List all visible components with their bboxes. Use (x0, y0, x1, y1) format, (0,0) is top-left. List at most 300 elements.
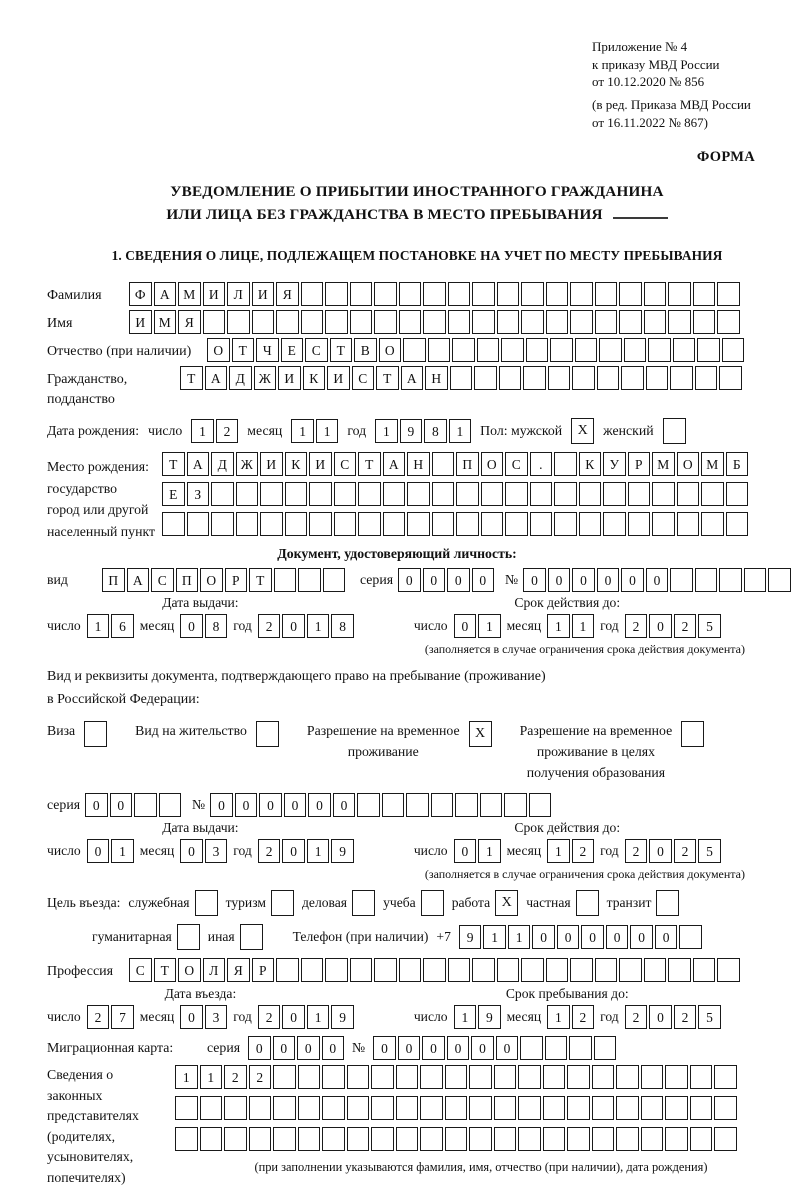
char-cell[interactable] (273, 1127, 296, 1151)
char-cell[interactable] (134, 793, 157, 817)
char-cell[interactable]: 0 (649, 1005, 672, 1029)
char-cell[interactable] (474, 366, 497, 390)
char-cell[interactable] (431, 793, 454, 817)
char-cell[interactable]: С (305, 338, 328, 362)
char-cell[interactable] (668, 958, 691, 982)
char-cell[interactable] (494, 1065, 517, 1089)
char-cell[interactable] (644, 282, 667, 306)
char-cell[interactable]: М (652, 452, 675, 476)
char-cell[interactable]: 8 (205, 614, 228, 638)
char-cell[interactable]: Я (276, 282, 299, 306)
char-cell[interactable]: И (252, 282, 275, 306)
char-cell[interactable]: Д (211, 452, 234, 476)
char-cell[interactable]: 8 (331, 614, 354, 638)
char-cell[interactable] (592, 1127, 615, 1151)
purpose-humanitarian-checkbox[interactable] (177, 924, 200, 950)
char-cell[interactable] (570, 958, 593, 982)
char-cell[interactable]: М (154, 310, 177, 334)
char-cell[interactable] (641, 1127, 664, 1151)
char-cell[interactable] (211, 482, 234, 506)
char-cell[interactable] (595, 282, 618, 306)
char-cell[interactable] (309, 512, 332, 536)
char-cell[interactable]: 2 (216, 419, 239, 443)
char-cell[interactable]: Р (628, 452, 651, 476)
char-cell[interactable]: К (579, 452, 602, 476)
char-cell[interactable] (543, 1127, 566, 1151)
char-cell[interactable] (309, 482, 332, 506)
purpose-official-checkbox[interactable] (195, 890, 218, 916)
char-cell[interactable] (518, 1127, 541, 1151)
char-cell[interactable] (175, 1096, 198, 1120)
char-cell[interactable]: 1 (449, 419, 472, 443)
char-cell[interactable] (399, 310, 422, 334)
char-cell[interactable] (187, 512, 210, 536)
char-cell[interactable]: 0 (259, 793, 282, 817)
char-cell[interactable]: 1 (307, 839, 330, 863)
char-cell[interactable]: 0 (322, 1036, 345, 1060)
char-cell[interactable] (714, 1096, 737, 1120)
char-cell[interactable]: 2 (249, 1065, 272, 1089)
char-cell[interactable]: 0 (273, 1036, 296, 1060)
char-cell[interactable] (546, 958, 569, 982)
char-cell[interactable] (546, 310, 569, 334)
char-cell[interactable]: Т (232, 338, 255, 362)
char-cell[interactable] (569, 1036, 592, 1060)
char-cell[interactable] (448, 310, 471, 334)
char-cell[interactable] (616, 1096, 639, 1120)
char-cell[interactable]: О (178, 958, 201, 982)
char-cell[interactable] (567, 1065, 590, 1089)
char-cell[interactable] (203, 310, 226, 334)
char-cell[interactable]: 1 (191, 419, 214, 443)
char-cell[interactable]: О (481, 452, 504, 476)
char-cell[interactable] (399, 282, 422, 306)
purpose-other-checkbox[interactable] (240, 924, 263, 950)
char-cell[interactable] (701, 482, 724, 506)
char-cell[interactable] (298, 1065, 321, 1089)
char-cell[interactable]: Т (376, 366, 399, 390)
char-cell[interactable]: 0 (454, 614, 477, 638)
char-cell[interactable]: 1 (111, 839, 134, 863)
female-checkbox[interactable] (663, 418, 686, 444)
char-cell[interactable] (505, 512, 528, 536)
char-cell[interactable] (224, 1096, 247, 1120)
char-cell[interactable]: 0 (496, 1036, 519, 1060)
char-cell[interactable]: 0 (621, 568, 644, 592)
char-cell[interactable]: 2 (224, 1065, 247, 1089)
char-cell[interactable] (494, 1127, 517, 1151)
checkbox-cell[interactable] (84, 721, 107, 747)
char-cell[interactable] (445, 1127, 468, 1151)
char-cell[interactable]: 0 (655, 925, 678, 949)
char-cell[interactable] (423, 958, 446, 982)
purpose-tourism-checkbox[interactable] (271, 890, 294, 916)
char-cell[interactable]: 0 (248, 1036, 271, 1060)
char-cell[interactable]: К (285, 452, 308, 476)
char-cell[interactable] (420, 1127, 443, 1151)
char-cell[interactable] (322, 1127, 345, 1151)
char-cell[interactable]: 0 (649, 614, 672, 638)
char-cell[interactable]: Н (407, 452, 430, 476)
char-cell[interactable] (619, 282, 642, 306)
char-cell[interactable] (211, 512, 234, 536)
checkbox-cell[interactable] (681, 721, 704, 747)
char-cell[interactable]: 2 (258, 1005, 281, 1029)
char-cell[interactable]: 9 (331, 839, 354, 863)
char-cell[interactable] (383, 512, 406, 536)
char-cell[interactable] (323, 568, 346, 592)
char-cell[interactable]: 0 (373, 1036, 396, 1060)
char-cell[interactable] (448, 282, 471, 306)
char-cell[interactable] (603, 512, 626, 536)
char-cell[interactable] (371, 1096, 394, 1120)
char-cell[interactable] (399, 958, 422, 982)
char-cell[interactable]: 0 (87, 839, 110, 863)
char-cell[interactable] (621, 366, 644, 390)
char-cell[interactable] (334, 512, 357, 536)
char-cell[interactable]: 0 (454, 839, 477, 863)
char-cell[interactable]: Я (178, 310, 201, 334)
char-cell[interactable] (665, 1065, 688, 1089)
char-cell[interactable] (456, 512, 479, 536)
char-cell[interactable]: 2 (572, 839, 595, 863)
char-cell[interactable]: 2 (625, 614, 648, 638)
char-cell[interactable]: 0 (284, 793, 307, 817)
char-cell[interactable]: И (203, 282, 226, 306)
char-cell[interactable]: 0 (423, 568, 446, 592)
char-cell[interactable]: А (154, 282, 177, 306)
char-cell[interactable]: 0 (630, 925, 653, 949)
temp-residence-checkbox[interactable] (469, 720, 492, 747)
char-cell[interactable] (497, 310, 520, 334)
char-cell[interactable]: 3 (205, 839, 228, 863)
char-cell[interactable] (407, 512, 430, 536)
checkbox-cell[interactable] (256, 721, 279, 747)
char-cell[interactable] (521, 958, 544, 982)
char-cell[interactable] (301, 958, 324, 982)
char-cell[interactable] (641, 1065, 664, 1089)
char-cell[interactable]: П (176, 568, 199, 592)
char-cell[interactable] (274, 568, 297, 592)
char-cell[interactable] (477, 338, 500, 362)
char-cell[interactable]: 1 (478, 614, 501, 638)
char-cell[interactable] (579, 482, 602, 506)
char-cell[interactable] (521, 282, 544, 306)
char-cell[interactable]: 0 (471, 1036, 494, 1060)
char-cell[interactable] (301, 282, 324, 306)
char-cell[interactable]: 0 (532, 925, 555, 949)
char-cell[interactable]: Т (330, 338, 353, 362)
char-cell[interactable]: 0 (649, 839, 672, 863)
char-cell[interactable] (719, 568, 742, 592)
char-cell[interactable] (334, 482, 357, 506)
char-cell[interactable]: 0 (308, 793, 331, 817)
char-cell[interactable]: Р (225, 568, 248, 592)
char-cell[interactable] (347, 1096, 370, 1120)
char-cell[interactable] (396, 1065, 419, 1089)
char-cell[interactable] (701, 512, 724, 536)
char-cell[interactable]: 0 (282, 614, 305, 638)
char-cell[interactable]: И (129, 310, 152, 334)
char-cell[interactable] (690, 1096, 713, 1120)
char-cell[interactable]: 2 (572, 1005, 595, 1029)
char-cell[interactable]: 0 (235, 793, 258, 817)
char-cell[interactable]: 0 (581, 925, 604, 949)
char-cell[interactable] (628, 482, 651, 506)
char-cell[interactable] (448, 958, 471, 982)
char-cell[interactable]: Т (249, 568, 272, 592)
char-cell[interactable]: 0 (282, 839, 305, 863)
checkbox-cell[interactable]: X (571, 418, 594, 444)
char-cell[interactable] (497, 958, 520, 982)
checkbox-cell[interactable] (240, 924, 263, 950)
char-cell[interactable] (597, 366, 620, 390)
char-cell[interactable] (520, 1036, 543, 1060)
char-cell[interactable]: А (383, 452, 406, 476)
char-cell[interactable]: 1 (307, 1005, 330, 1029)
char-cell[interactable]: И (278, 366, 301, 390)
char-cell[interactable] (396, 1127, 419, 1151)
char-cell[interactable]: 8 (424, 419, 447, 443)
char-cell[interactable]: 0 (447, 568, 470, 592)
char-cell[interactable] (325, 958, 348, 982)
char-cell[interactable] (652, 482, 675, 506)
char-cell[interactable]: И (309, 452, 332, 476)
char-cell[interactable]: 0 (180, 614, 203, 638)
char-cell[interactable] (518, 1096, 541, 1120)
char-cell[interactable]: 0 (333, 793, 356, 817)
char-cell[interactable] (260, 482, 283, 506)
char-cell[interactable] (501, 338, 524, 362)
char-cell[interactable]: 7 (111, 1005, 134, 1029)
char-cell[interactable]: Т (358, 452, 381, 476)
char-cell[interactable] (543, 1096, 566, 1120)
char-cell[interactable] (285, 482, 308, 506)
char-cell[interactable]: 1 (547, 839, 570, 863)
char-cell[interactable]: 2 (674, 614, 697, 638)
char-cell[interactable] (455, 793, 478, 817)
char-cell[interactable] (358, 512, 381, 536)
char-cell[interactable]: 1 (291, 419, 314, 443)
char-cell[interactable]: 9 (478, 1005, 501, 1029)
char-cell[interactable]: А (187, 452, 210, 476)
char-cell[interactable]: М (701, 452, 724, 476)
checkbox-cell[interactable] (663, 418, 686, 444)
char-cell[interactable] (445, 1096, 468, 1120)
char-cell[interactable]: У (603, 452, 626, 476)
char-cell[interactable]: 2 (625, 839, 648, 863)
char-cell[interactable] (693, 282, 716, 306)
char-cell[interactable] (285, 512, 308, 536)
char-cell[interactable]: Л (203, 958, 226, 982)
char-cell[interactable] (432, 512, 455, 536)
checkbox-cell[interactable] (177, 924, 200, 950)
char-cell[interactable] (159, 793, 182, 817)
char-cell[interactable]: П (102, 568, 125, 592)
checkbox-cell[interactable] (271, 890, 294, 916)
char-cell[interactable] (665, 1096, 688, 1120)
char-cell[interactable] (420, 1065, 443, 1089)
char-cell[interactable] (677, 482, 700, 506)
char-cell[interactable] (200, 1096, 223, 1120)
char-cell[interactable]: 0 (548, 568, 571, 592)
char-cell[interactable] (298, 568, 321, 592)
char-cell[interactable] (420, 1096, 443, 1120)
char-cell[interactable] (497, 282, 520, 306)
char-cell[interactable] (456, 482, 479, 506)
char-cell[interactable] (423, 282, 446, 306)
checkbox-cell[interactable] (352, 890, 375, 916)
char-cell[interactable]: К (303, 366, 326, 390)
char-cell[interactable] (505, 482, 528, 506)
char-cell[interactable] (322, 1096, 345, 1120)
char-cell[interactable]: С (505, 452, 528, 476)
char-cell[interactable]: 0 (597, 568, 620, 592)
char-cell[interactable]: 1 (375, 419, 398, 443)
char-cell[interactable] (374, 958, 397, 982)
char-cell[interactable]: 0 (180, 839, 203, 863)
char-cell[interactable] (744, 568, 767, 592)
char-cell[interactable] (350, 958, 373, 982)
char-cell[interactable]: 2 (258, 839, 281, 863)
char-cell[interactable]: А (127, 568, 150, 592)
char-cell[interactable] (722, 338, 745, 362)
char-cell[interactable]: 0 (422, 1036, 445, 1060)
visa-checkbox[interactable] (84, 720, 107, 747)
char-cell[interactable] (452, 338, 475, 362)
char-cell[interactable] (550, 338, 573, 362)
char-cell[interactable] (236, 512, 259, 536)
char-cell[interactable] (619, 310, 642, 334)
char-cell[interactable] (298, 1127, 321, 1151)
char-cell[interactable] (717, 282, 740, 306)
char-cell[interactable] (575, 338, 598, 362)
char-cell[interactable] (445, 1065, 468, 1089)
char-cell[interactable] (224, 1127, 247, 1151)
char-cell[interactable]: 0 (110, 793, 133, 817)
char-cell[interactable] (322, 1065, 345, 1089)
char-cell[interactable]: С (352, 366, 375, 390)
char-cell[interactable] (628, 512, 651, 536)
char-cell[interactable] (679, 925, 702, 949)
char-cell[interactable]: 2 (87, 1005, 110, 1029)
char-cell[interactable]: 2 (674, 1005, 697, 1029)
purpose-transit-checkbox[interactable] (656, 890, 679, 916)
char-cell[interactable] (383, 482, 406, 506)
char-cell[interactable]: 0 (646, 568, 669, 592)
char-cell[interactable] (545, 1036, 568, 1060)
char-cell[interactable] (646, 366, 669, 390)
char-cell[interactable]: С (129, 958, 152, 982)
char-cell[interactable]: И (260, 452, 283, 476)
char-cell[interactable]: 1 (478, 839, 501, 863)
char-cell[interactable]: А (401, 366, 424, 390)
checkbox-cell[interactable] (195, 890, 218, 916)
char-cell[interactable]: Т (162, 452, 185, 476)
char-cell[interactable] (570, 310, 593, 334)
char-cell[interactable] (358, 482, 381, 506)
char-cell[interactable]: Ч (256, 338, 279, 362)
char-cell[interactable]: 0 (210, 793, 233, 817)
char-cell[interactable]: 0 (85, 793, 108, 817)
char-cell[interactable]: Б (726, 452, 749, 476)
char-cell[interactable] (594, 1036, 617, 1060)
char-cell[interactable] (592, 1065, 615, 1089)
char-cell[interactable] (249, 1127, 272, 1151)
char-cell[interactable] (450, 366, 473, 390)
char-cell[interactable] (301, 310, 324, 334)
char-cell[interactable] (523, 366, 546, 390)
char-cell[interactable]: . (530, 452, 553, 476)
char-cell[interactable] (273, 1096, 296, 1120)
char-cell[interactable]: С (151, 568, 174, 592)
char-cell[interactable] (554, 482, 577, 506)
char-cell[interactable]: И (327, 366, 350, 390)
char-cell[interactable] (717, 958, 740, 982)
char-cell[interactable]: 1 (200, 1065, 223, 1089)
char-cell[interactable]: 0 (523, 568, 546, 592)
char-cell[interactable]: 1 (316, 419, 339, 443)
char-cell[interactable] (406, 793, 429, 817)
char-cell[interactable]: О (677, 452, 700, 476)
char-cell[interactable] (719, 366, 742, 390)
char-cell[interactable]: З (187, 482, 210, 506)
purpose-private-checkbox[interactable] (576, 890, 599, 916)
char-cell[interactable] (595, 310, 618, 334)
char-cell[interactable]: О (207, 338, 230, 362)
char-cell[interactable] (543, 1065, 566, 1089)
char-cell[interactable]: Е (162, 482, 185, 506)
char-cell[interactable] (494, 1096, 517, 1120)
char-cell[interactable] (227, 310, 250, 334)
char-cell[interactable] (371, 1065, 394, 1089)
char-cell[interactable] (624, 338, 647, 362)
char-cell[interactable]: 0 (398, 568, 421, 592)
char-cell[interactable] (403, 338, 426, 362)
char-cell[interactable] (252, 310, 275, 334)
char-cell[interactable] (599, 338, 622, 362)
char-cell[interactable] (357, 793, 380, 817)
char-cell[interactable] (616, 1127, 639, 1151)
char-cell[interactable] (616, 1065, 639, 1089)
char-cell[interactable] (481, 512, 504, 536)
char-cell[interactable] (325, 282, 348, 306)
char-cell[interactable] (768, 568, 791, 592)
char-cell[interactable] (554, 512, 577, 536)
char-cell[interactable]: 1 (87, 614, 110, 638)
char-cell[interactable] (595, 958, 618, 982)
char-cell[interactable] (480, 793, 503, 817)
char-cell[interactable] (668, 282, 691, 306)
char-cell[interactable]: 9 (400, 419, 423, 443)
char-cell[interactable] (652, 512, 675, 536)
char-cell[interactable]: 1 (508, 925, 531, 949)
char-cell[interactable]: 0 (447, 1036, 470, 1060)
char-cell[interactable] (347, 1065, 370, 1089)
char-cell[interactable]: 0 (297, 1036, 320, 1060)
char-cell[interactable]: 1 (547, 614, 570, 638)
char-cell[interactable] (273, 1065, 296, 1089)
char-cell[interactable] (472, 310, 495, 334)
char-cell[interactable] (521, 310, 544, 334)
char-cell[interactable]: 2 (258, 614, 281, 638)
char-cell[interactable]: 9 (459, 925, 482, 949)
char-cell[interactable] (350, 282, 373, 306)
char-cell[interactable]: Т (180, 366, 203, 390)
char-cell[interactable]: 0 (398, 1036, 421, 1060)
purpose-business-checkbox[interactable] (352, 890, 375, 916)
char-cell[interactable] (469, 1096, 492, 1120)
